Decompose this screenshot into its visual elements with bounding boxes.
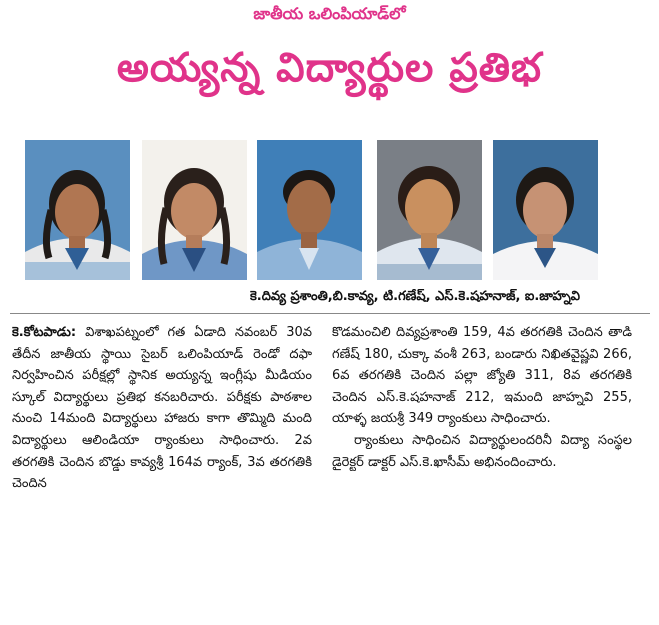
student-photo-4-image [377, 140, 482, 280]
student-photo-4 [377, 140, 482, 280]
student-photo-2 [142, 140, 247, 280]
divider [10, 313, 650, 314]
photo-caption: కె.దివ్య ప్రశాంతి,బి.కావ్య, టి.గణేష్, ఎస్.కె.షహనాజ్, ఐ.జాహ్నవి [250, 289, 580, 304]
student-photo-3-image [257, 140, 362, 280]
paragraph-right-2: ర్యాంకులు సాధించిన విద్యార్థులందరినీ విద్యా సంస్థల డైరెక్టర్ డాక్టర్ ఎస్.కె.ఖాసీమ్ అభినందించారు. [332, 432, 632, 470]
student-photo-1-image [25, 140, 130, 280]
student-photo-2-image [142, 140, 247, 280]
body-left-text: విశాఖపట్నంలో గత ఏడాది నవంబర్ 30వ తేదీన జాతీయ స్థాయి సైబర్ ఒలింపియాడ్ రెండో దఫా నిర్వహించిన పరీక్షల్లో స్థానిక అయ్యన్న ఇంగ్లీషు మీడియం స్కూల్ విద్యార్థులు ప్రతిభ కనబరిచారు. పరీక్షకు పాఠశాల నుంచి 14మంది విద్యార్థులు హాజరు కాగా తొమ్మిది మంది విద్యార్థులు ఆలిండియా ర్యాంకులు సాధించారు. 2వ తరగతికి చెందిన బొడ్డు కావ్యశ్రీ 164వ ర్యాంక్, 3వ తరగతికి చెందిన [12, 325, 312, 492]
student-photo-1 [25, 140, 130, 280]
article-column-right [332, 322, 632, 473]
student-photo-3 [257, 140, 362, 280]
dateline: కె.కోటపాడు: [12, 325, 77, 340]
paragraph-left [12, 322, 312, 495]
student-photo-5-image [493, 140, 598, 280]
student-photo-5 [493, 140, 598, 280]
kicker: జాతీయ ఒలింపియాడ్‌లో [253, 4, 406, 23]
paragraph-right-1: కొడమంచిలి దివ్యప్రశాంతి 159, 4వ తరగతికి చెందిన తాడి గణేష్ 180, చుక్కా వంశీ 263, బండారు నిఖితవైష్ణవి 266, 6వ తరగతికి చెందిన పల్లా జ్యోతి 311, 8వ తరగతికి చెందిన ఎస్.కె.షహనాజ్ 212, ఇమంది జాహ్నవి 255, యాళ్ళ జయశ్రీ 349 ర్యాంకులు సాధించారు. [332, 325, 632, 427]
article-column-left [12, 322, 312, 495]
headline: అయ్యన్న విద్యార్థుల ప్రతిభ [116, 45, 543, 91]
